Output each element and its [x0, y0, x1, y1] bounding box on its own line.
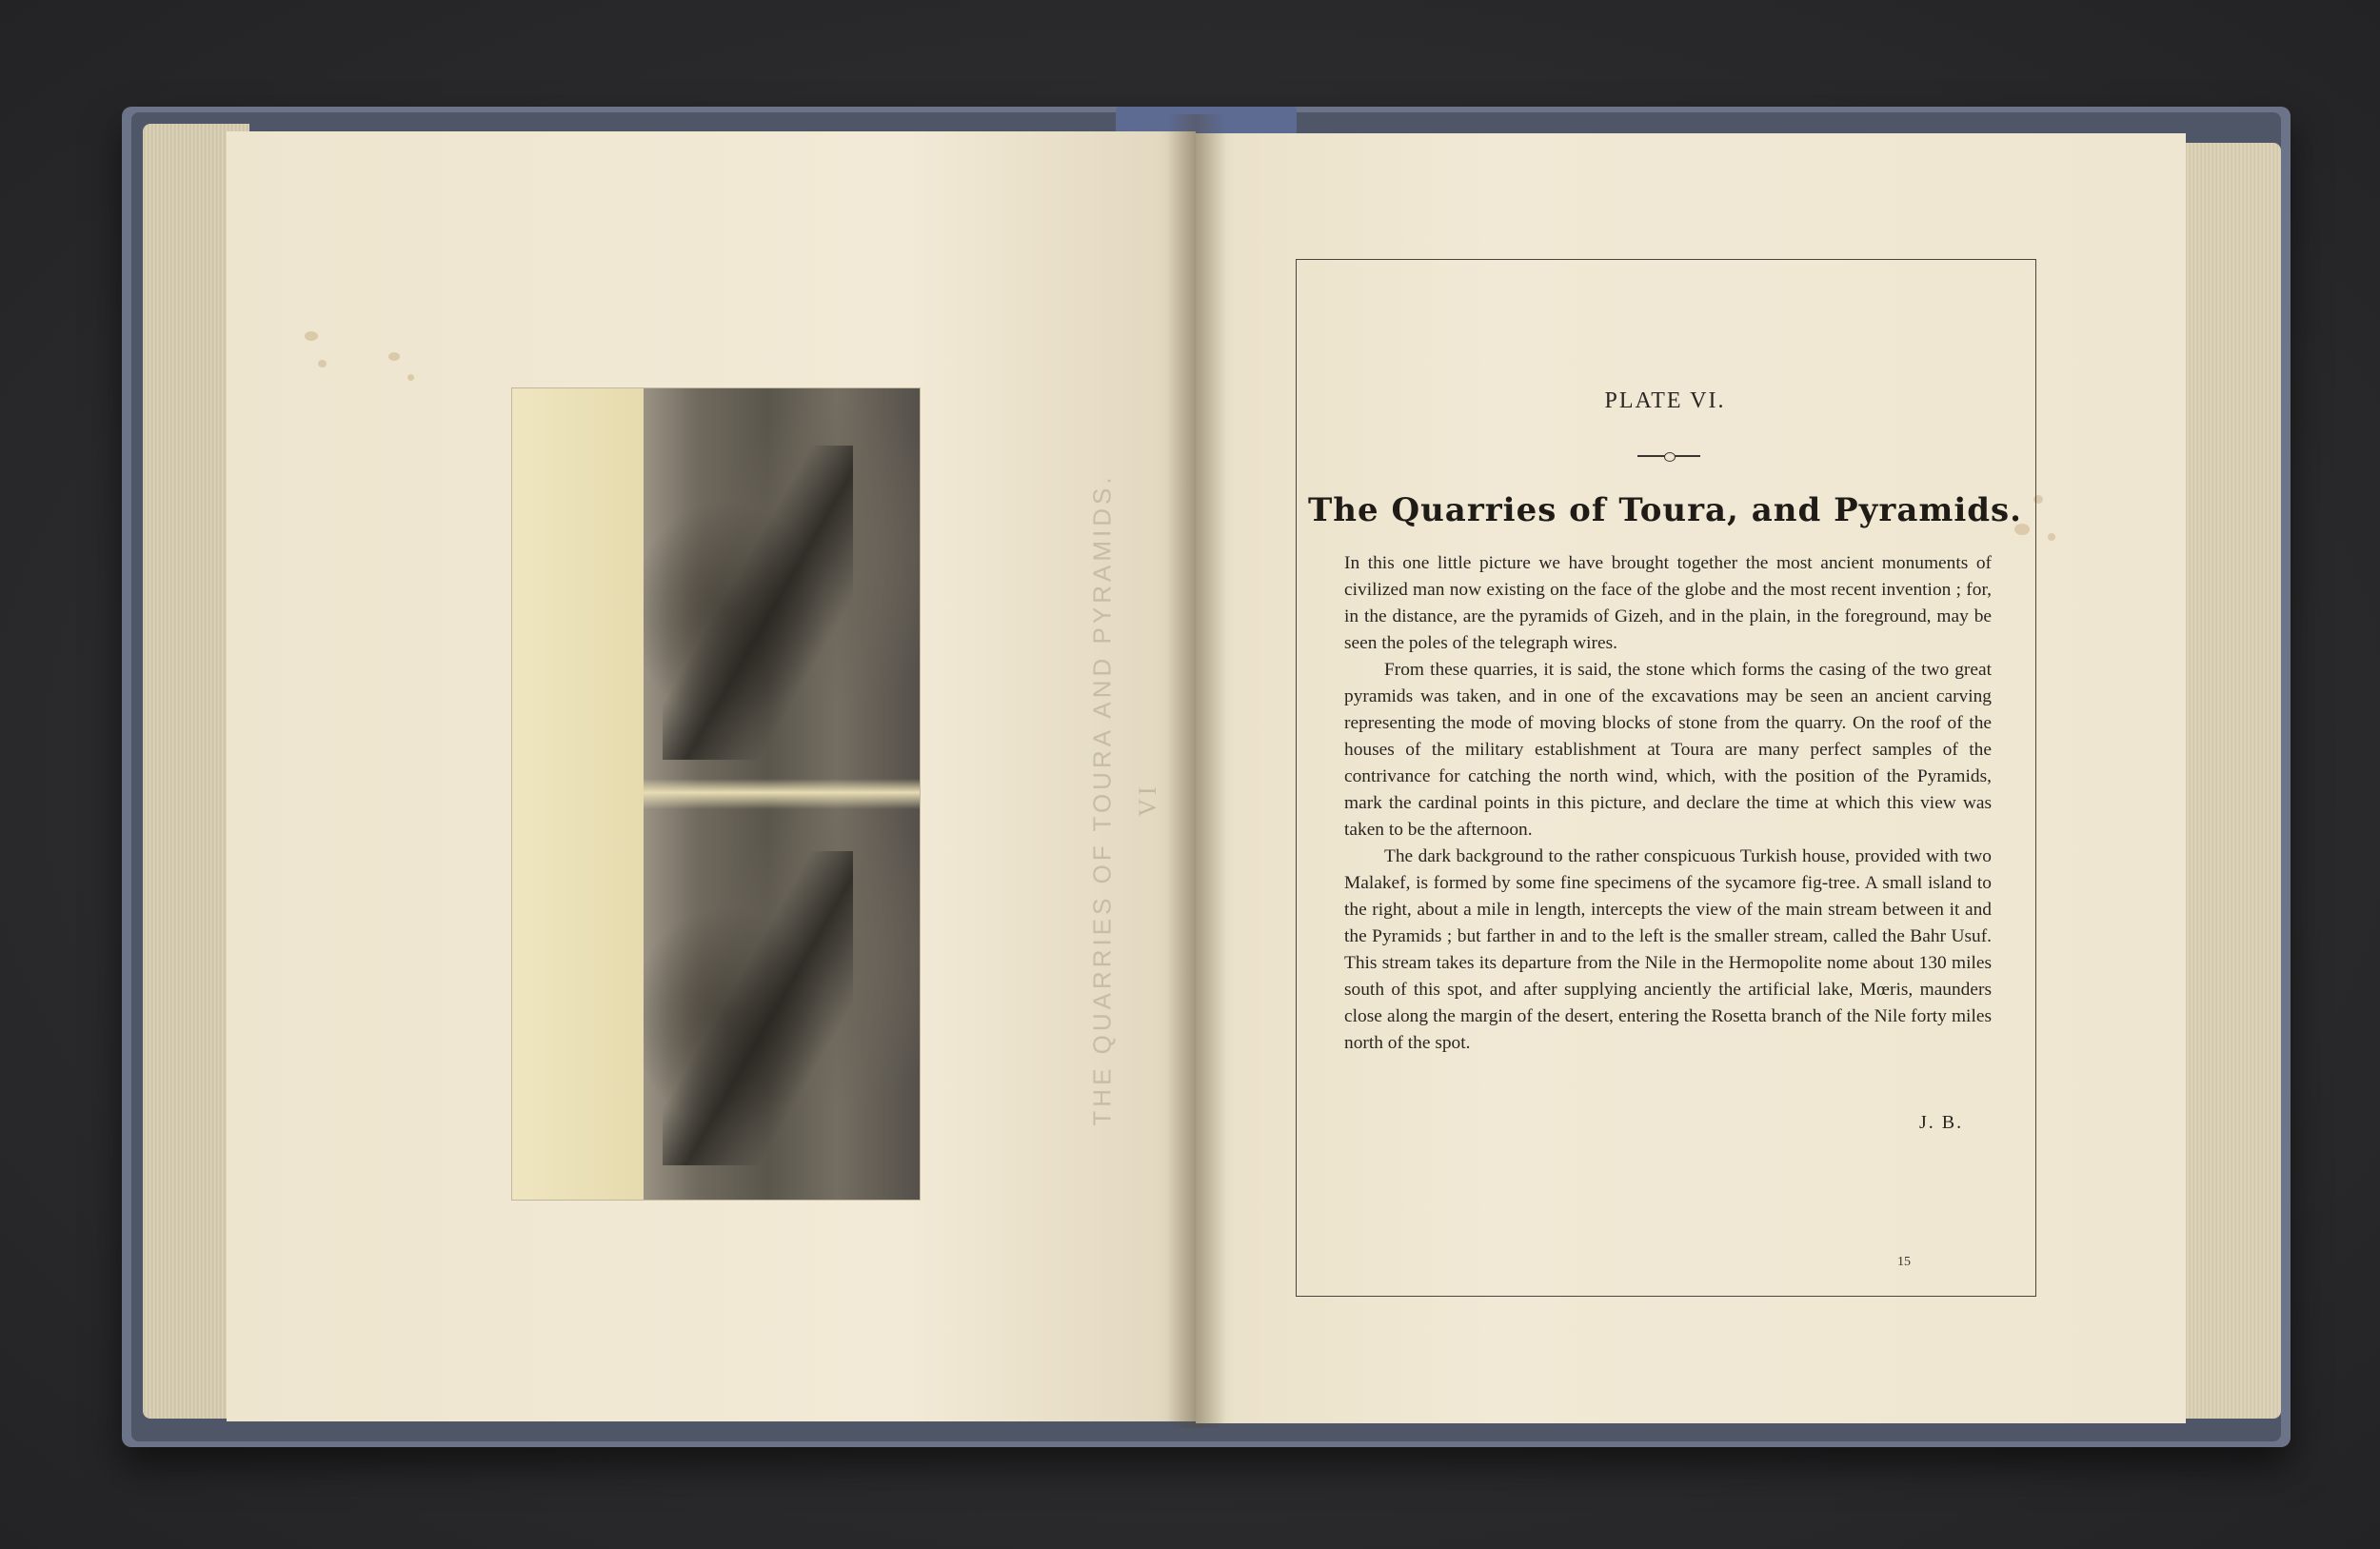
stereo-divider — [644, 779, 920, 809]
foxing-spot — [2048, 533, 2055, 541]
plate-label: PLATE VI. — [1604, 388, 1726, 413]
paragraph: From these quarries, it is said, the stone which forms the casing of the two great pyramids was taken, and in one of the excavations may be seen an ancient carving representing the mode of moving blocks of stone from the quarry. On the roof of the houses of the military establishment at Toura are many perfect samples of the contrivance for catching the north wind, which, with the position of the Pyramids, mark the cardinal points in this picture, and declare the time at which this view was taken to be the afternoon. — [1344, 660, 1992, 840]
stereo-frame-top — [644, 388, 920, 794]
book-gutter — [1167, 114, 1226, 1428]
paragraph: The dark background to the rather conspicuous Turkish house, provided with two Malakef, is formed by some fine specimens of the sycamore fig-tree. A small island to the right, about a mile in length, intercepts the view of the main stream between it and the Pyramids ; but farther in and to the left is the smaller stream, called the Bahr Usuf. This stream takes its departure from the Nile in the Hermopolite nome about 130 miles south of this spot, and after supplying anciently the artificial lake, Mœris, maunders close along the margin of the desert, entering the Rosetta branch of the Nile forty miles north of the spot. — [1344, 846, 1992, 1053]
paragraph: In this one little picture we have brought together the most ancient monuments of civilized man now existing on the face of the globe and the most recent invention ; for, in the distance, are the pyramids of Gizeh, and in the plain, in the foreground, may be seen the poles of the telegraph wires. — [1344, 553, 1992, 653]
foxing-spot — [318, 360, 327, 367]
stereo-frame-bottom — [644, 794, 920, 1200]
vertical-plate-numeral: VI — [1134, 783, 1161, 817]
ornament-dot — [1664, 452, 1676, 462]
vertical-plate-caption: THE QUARRIES OF TOURA AND PYRAMIDS. — [1087, 473, 1117, 1126]
quarry-ridge — [663, 851, 853, 1165]
page-edges-right — [2174, 143, 2281, 1419]
author-signature: J. B. — [1919, 1112, 1964, 1133]
foxing-spot — [388, 352, 400, 361]
foxing-spot — [407, 374, 414, 381]
photo-sky-area — [512, 388, 644, 1200]
quarry-ridge — [663, 446, 853, 760]
stereograph-photo — [512, 388, 920, 1200]
page-number: 15 — [1897, 1255, 1911, 1269]
page-title: The Quarries of Toura, and Pyramids. — [1307, 491, 2023, 529]
body-text — [1344, 550, 1992, 1057]
foxing-spot — [305, 331, 318, 341]
ornament-divider-icon — [1637, 452, 1700, 460]
